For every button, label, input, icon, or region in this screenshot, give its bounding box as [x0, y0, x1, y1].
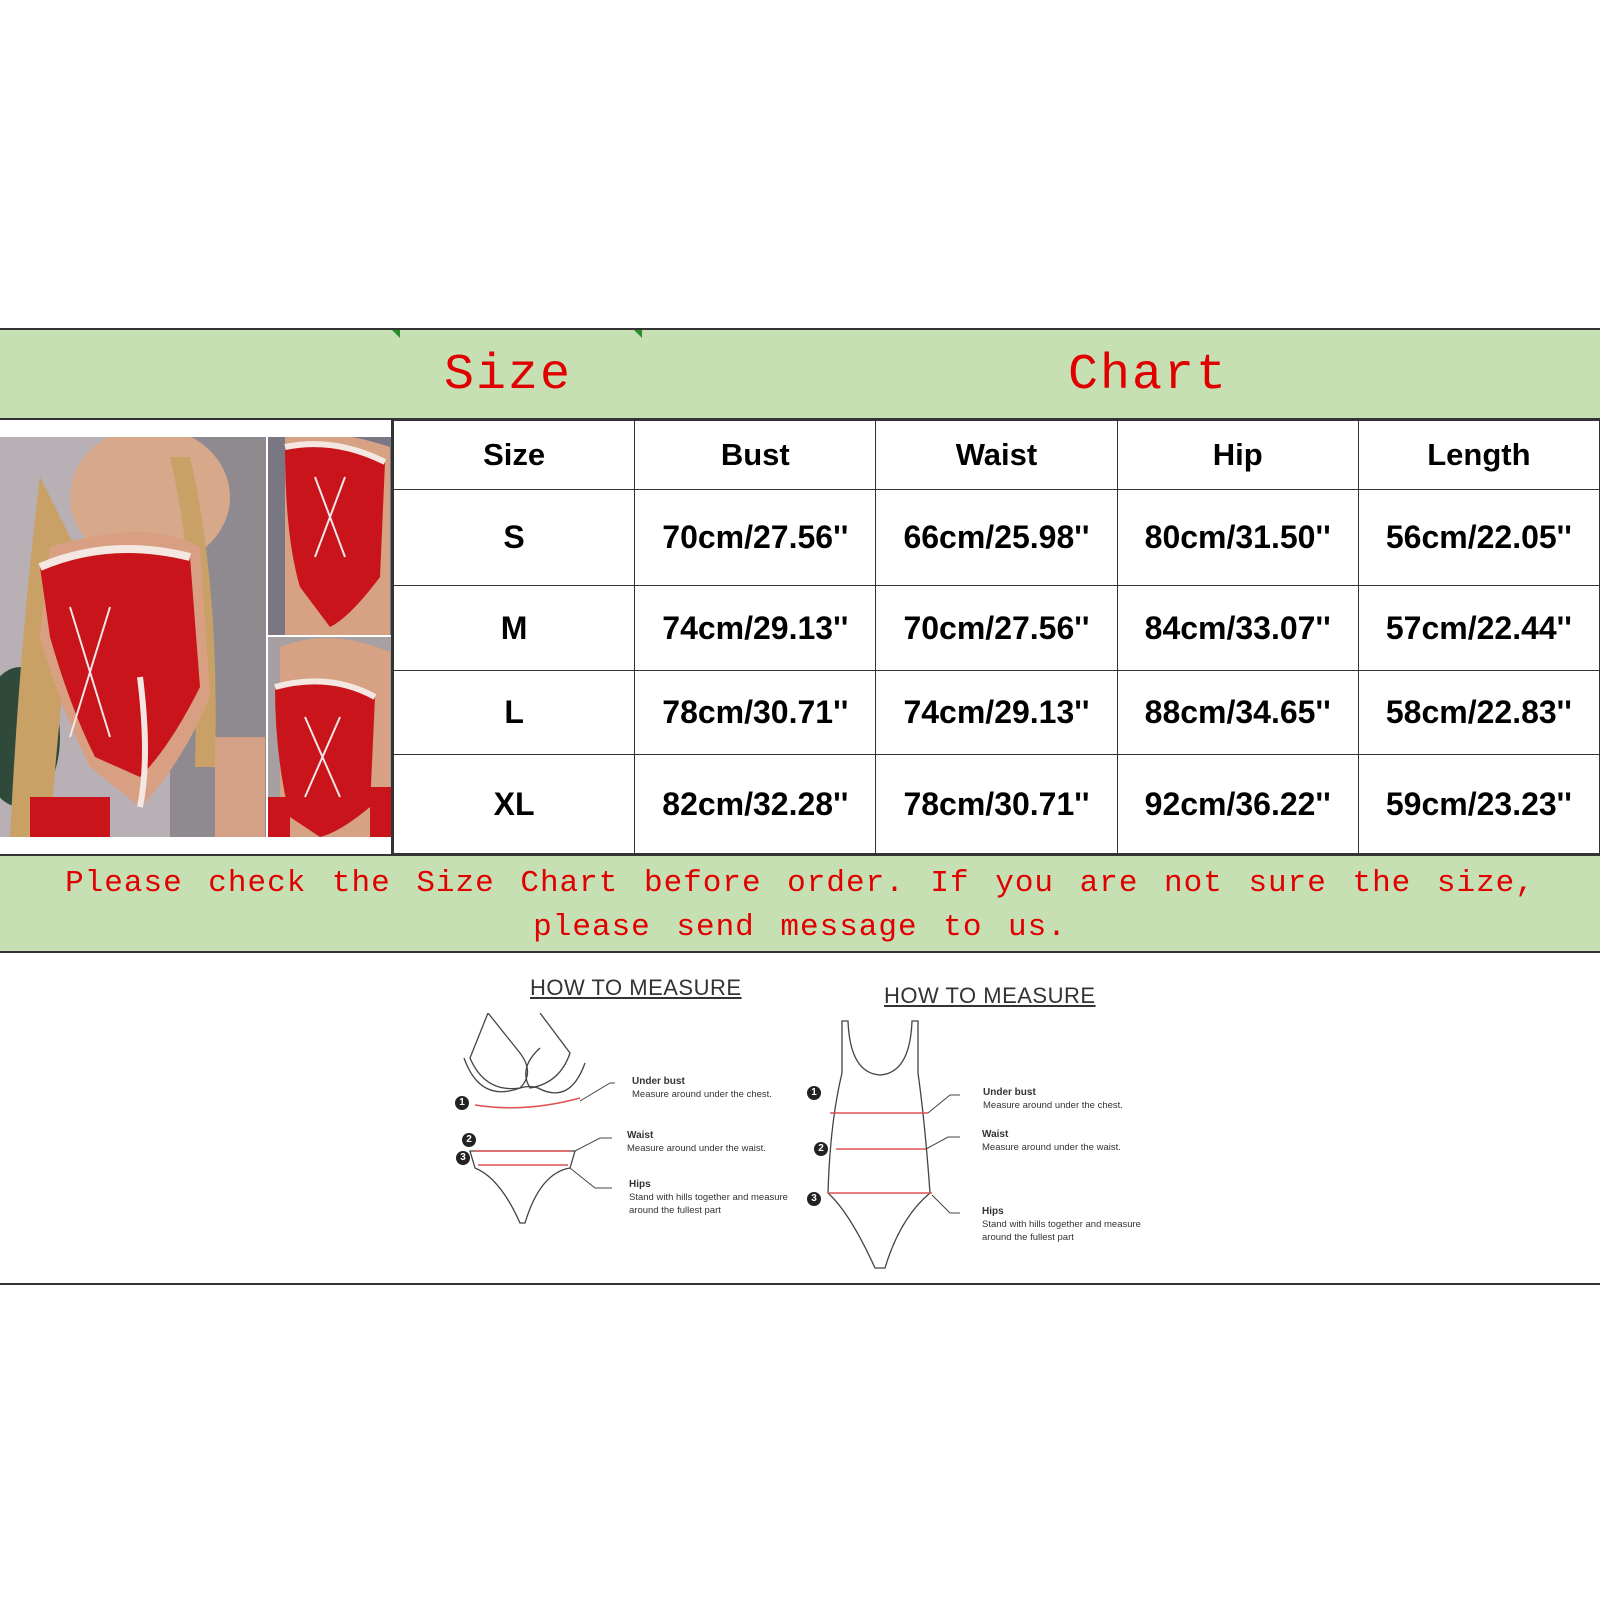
header-cell: Bust [635, 421, 876, 490]
measure-label-under-bust: Under bust Measure around under the chest. [983, 1087, 1123, 1111]
title-size: Size [444, 347, 573, 404]
table-cell: 88cm/34.65'' [1117, 671, 1358, 755]
table-cell: 78cm/30.71'' [635, 671, 876, 755]
product-photo [0, 437, 391, 837]
table-cell: M [394, 586, 635, 671]
corner-marker [392, 330, 400, 338]
table-cell: 70cm/27.56'' [635, 490, 876, 586]
table-cell: 66cm/25.98'' [876, 490, 1117, 586]
step-3-marker: 3 [456, 1151, 470, 1165]
step-2-marker: 2 [462, 1133, 476, 1147]
step-1-marker: 1 [455, 1096, 469, 1110]
step-1-marker: 1 [807, 1086, 821, 1100]
measure-label-hips: Hips Stand with hills together and measure around the fullest part [629, 1179, 788, 1216]
step-3-marker: 3 [807, 1192, 821, 1206]
header-row [394, 421, 1600, 490]
how-to-measure-title: HOW TO MEASURE [530, 975, 742, 1000]
header-cell: Waist [876, 421, 1117, 490]
table-cell: 56cm/22.05'' [1358, 490, 1599, 586]
product-photo-panel [0, 420, 393, 854]
size-table [393, 420, 1600, 854]
table-cell: S [394, 490, 635, 586]
table-cell: 80cm/31.50'' [1117, 490, 1358, 586]
corner-marker [634, 330, 642, 338]
measure-label-under-bust: Under bust Measure around under the chest. [632, 1076, 772, 1100]
table-cell: 59cm/23.23'' [1358, 755, 1599, 854]
table-cell: 92cm/36.22'' [1117, 755, 1358, 854]
title-band [0, 328, 1600, 420]
how-to-measure-title: HOW TO MEASURE [884, 983, 1096, 1008]
header-cell: Length [1358, 421, 1599, 490]
size-chart-sheet [0, 328, 1600, 1285]
header-cell: Size [394, 421, 635, 490]
table-cell: 74cm/29.13'' [876, 671, 1117, 755]
step-2-marker: 2 [814, 1142, 828, 1156]
table-cell: 70cm/27.56'' [876, 586, 1117, 671]
measure-label-hips: Hips Stand with hills together and measure around the fullest part [982, 1206, 1141, 1243]
table-row [394, 755, 1600, 854]
header-cell: Hip [1117, 421, 1358, 490]
title-chart: Chart [1068, 347, 1229, 404]
notice-band [0, 854, 1600, 953]
table-row [394, 586, 1600, 671]
table-cell: 57cm/22.44'' [1358, 586, 1599, 671]
table-row [394, 490, 1600, 586]
table-cell: XL [394, 755, 635, 854]
table-cell: L [394, 671, 635, 755]
measure-label-waist: Waist Measure around under the waist. [982, 1129, 1121, 1153]
table-cell: 74cm/29.13'' [635, 586, 876, 671]
table-cell: 78cm/30.71'' [876, 755, 1117, 854]
how-to-measure-section [0, 953, 1600, 1285]
measure-label-waist: Waist Measure around under the waist. [627, 1130, 766, 1154]
size-notice: Please check the Size Chart before order. If you are not sure the size, please send message to us. [65, 866, 1535, 945]
table-cell: 84cm/33.07'' [1117, 586, 1358, 671]
table-row [394, 671, 1600, 755]
table-cell: 82cm/32.28'' [635, 755, 876, 854]
table-cell: 58cm/22.83'' [1358, 671, 1599, 755]
